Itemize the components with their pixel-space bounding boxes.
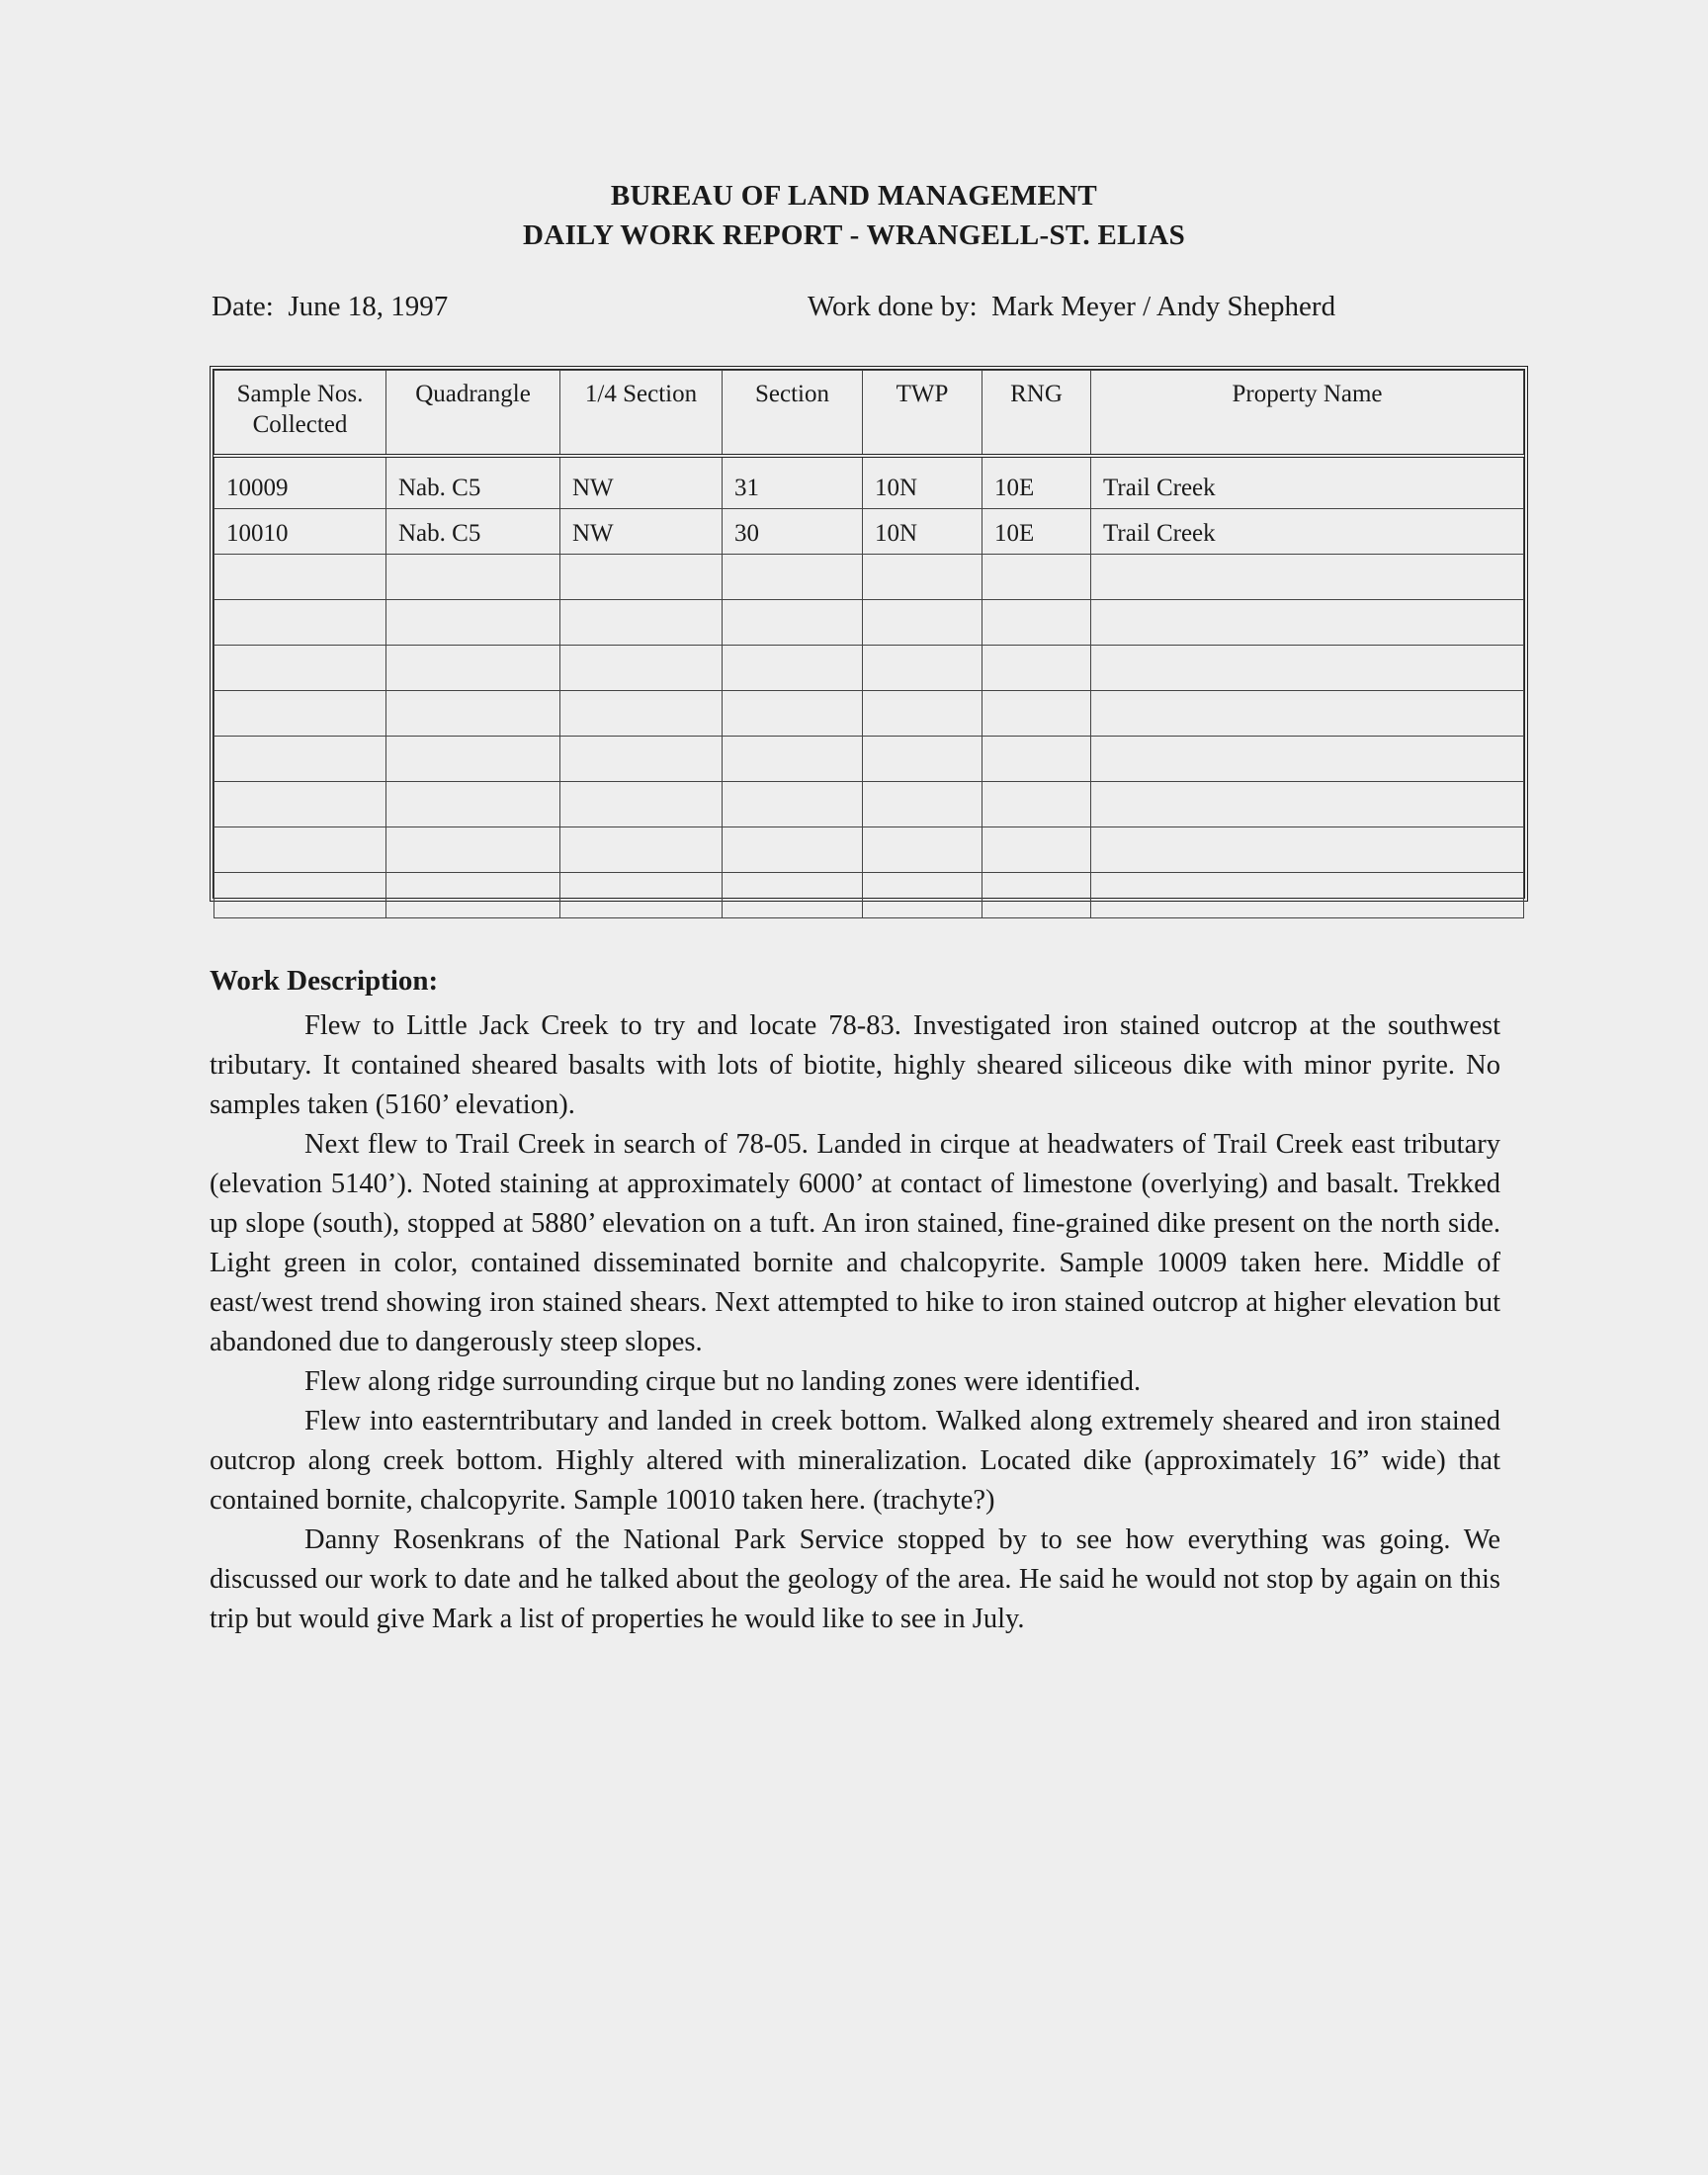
column-header: TWP [863, 371, 982, 457]
table-cell [1091, 600, 1524, 646]
table-cell: NW [560, 456, 723, 509]
table-row [214, 873, 1524, 918]
column-header: Quadrangle [386, 371, 560, 457]
report-title-name: DAILY WORK REPORT - WRANGELL-ST. ELIAS [522, 219, 1186, 251]
table-cell [982, 827, 1091, 873]
table-cell [723, 600, 863, 646]
table-cell [386, 827, 560, 873]
table-cell: 10010 [214, 509, 386, 555]
table-cell [863, 600, 982, 646]
table-row [214, 600, 1524, 646]
paragraph: Danny Rosenkrans of the National Park Service stopped by to see how everything was going. We discussed our work to date and he talked about the geology of the area. He said he would not stop by again on this trip but would give Mark a list of properties he would like to see in July. [210, 1524, 1500, 1634]
table-row [214, 691, 1524, 737]
date-line [212, 291, 448, 323]
table-cell [214, 782, 386, 827]
table-cell [214, 827, 386, 873]
table-cell [386, 555, 560, 600]
table-cell [863, 782, 982, 827]
table-cell [982, 555, 1091, 600]
table-cell: Trail Creek [1091, 509, 1524, 555]
table-cell [1091, 782, 1524, 827]
table-header-row [214, 371, 1524, 457]
table-cell [982, 737, 1091, 782]
table-cell: 10N [863, 456, 982, 509]
table-cell [1091, 827, 1524, 873]
table-cell [214, 600, 386, 646]
table-cell [863, 827, 982, 873]
table-cell [386, 873, 560, 918]
paragraph: Flew to Little Jack Creek to try and locate 78-83. Investigated iron stained outcrop at the southwest tributary. It contained sheared basalts with lots of biotite, highly sheared siliceous dike with minor pyrite. No samples taken (5160’ elevation). [210, 1010, 1500, 1120]
table-row [214, 737, 1524, 782]
paragraph: Flew along ridge surrounding cirque but no landing zones were identified. [304, 1366, 1142, 1397]
work-description-heading: Work Description: [210, 965, 439, 997]
table-cell [723, 646, 863, 691]
workers-line [808, 291, 1335, 323]
paragraph: Flew into easterntributary and landed in creek bottom. Walked along extremely sheared and iron stained outcrop along creek bottom. Highly altered with mineralization. Located dike (approximately 16” wide) that contained bornite, chalcopyrite. Sample 10010 taken here. (trachyte?) [210, 1406, 1500, 1516]
workers-value: Mark Meyer / Andy Shepherd [991, 291, 1336, 322]
table-cell [386, 691, 560, 737]
table-cell [560, 646, 723, 691]
table-row [214, 509, 1524, 555]
table-cell [723, 555, 863, 600]
table-cell [863, 737, 982, 782]
table-cell [214, 873, 386, 918]
date-value: June 18, 1997 [288, 291, 449, 322]
table-cell [1091, 646, 1524, 691]
table-cell [723, 827, 863, 873]
table-cell [386, 646, 560, 691]
table-cell [723, 873, 863, 918]
samples-table [210, 366, 1528, 902]
column-header: 1/4 Section [560, 371, 723, 457]
table-cell [560, 827, 723, 873]
table-cell [560, 782, 723, 827]
table-cell [1091, 873, 1524, 918]
table-cell: 10009 [214, 456, 386, 509]
table-cell [723, 782, 863, 827]
table-cell [560, 691, 723, 737]
table-cell [723, 737, 863, 782]
table-cell: 31 [723, 456, 863, 509]
table-row [214, 456, 1524, 509]
table-row [214, 555, 1524, 600]
table-cell [982, 782, 1091, 827]
table-row [214, 827, 1524, 873]
column-header: Property Name [1091, 371, 1524, 457]
table-cell [214, 646, 386, 691]
table-cell [982, 873, 1091, 918]
table-row [214, 646, 1524, 691]
table-cell [386, 782, 560, 827]
table-cell: 30 [723, 509, 863, 555]
table-cell [1091, 737, 1524, 782]
table-cell: 10E [982, 509, 1091, 555]
table-cell [1091, 691, 1524, 737]
table-cell [863, 873, 982, 918]
report-title-agency: BUREAU OF LAND MANAGEMENT [610, 180, 1098, 212]
table-cell [863, 691, 982, 737]
table-cell [214, 691, 386, 737]
table-cell [982, 600, 1091, 646]
table-cell [386, 737, 560, 782]
table-cell [214, 555, 386, 600]
table-cell [723, 691, 863, 737]
date-label: Date: [212, 291, 274, 322]
table-cell [560, 737, 723, 782]
table-cell: Nab. C5 [386, 456, 560, 509]
column-header: RNG [982, 371, 1091, 457]
column-header: Sample Nos. Collected [214, 371, 386, 457]
table-cell [982, 646, 1091, 691]
table-cell [560, 873, 723, 918]
table-cell [1091, 555, 1524, 600]
work-description-body [210, 1006, 1500, 1639]
table-cell [863, 646, 982, 691]
table-cell: Trail Creek [1091, 456, 1524, 509]
table-row [214, 782, 1524, 827]
table-cell: 10N [863, 509, 982, 555]
table-cell: NW [560, 509, 723, 555]
table-cell [386, 600, 560, 646]
column-header: Section [723, 371, 863, 457]
table-cell [560, 600, 723, 646]
table-cell [863, 555, 982, 600]
table-cell [560, 555, 723, 600]
table-cell [214, 737, 386, 782]
table-cell: Nab. C5 [386, 509, 560, 555]
table-cell: 10E [982, 456, 1091, 509]
paragraph: Next flew to Trail Creek in search of 78-05. Landed in cirque at headwaters of Trail Creek east tributary (elevation 5140’). Noted staining at approximately 6000’ at contact of limestone (overlying) and basalt. Trekked up slope (south), stopped at 5880’ elevation on a tuft. An iron stained, fine-grained dike present on the north side. Light green in color, contained disseminated bornite and chalcopyrite. Sample 10009 taken here. Middle of east/west trend showing iron stained shears. Next attempted to hike to iron stained outcrop at higher elevation but abandoned due to dangerously steep slopes. [210, 1129, 1500, 1357]
table-cell [982, 691, 1091, 737]
workers-label: Work done by: [808, 291, 978, 322]
